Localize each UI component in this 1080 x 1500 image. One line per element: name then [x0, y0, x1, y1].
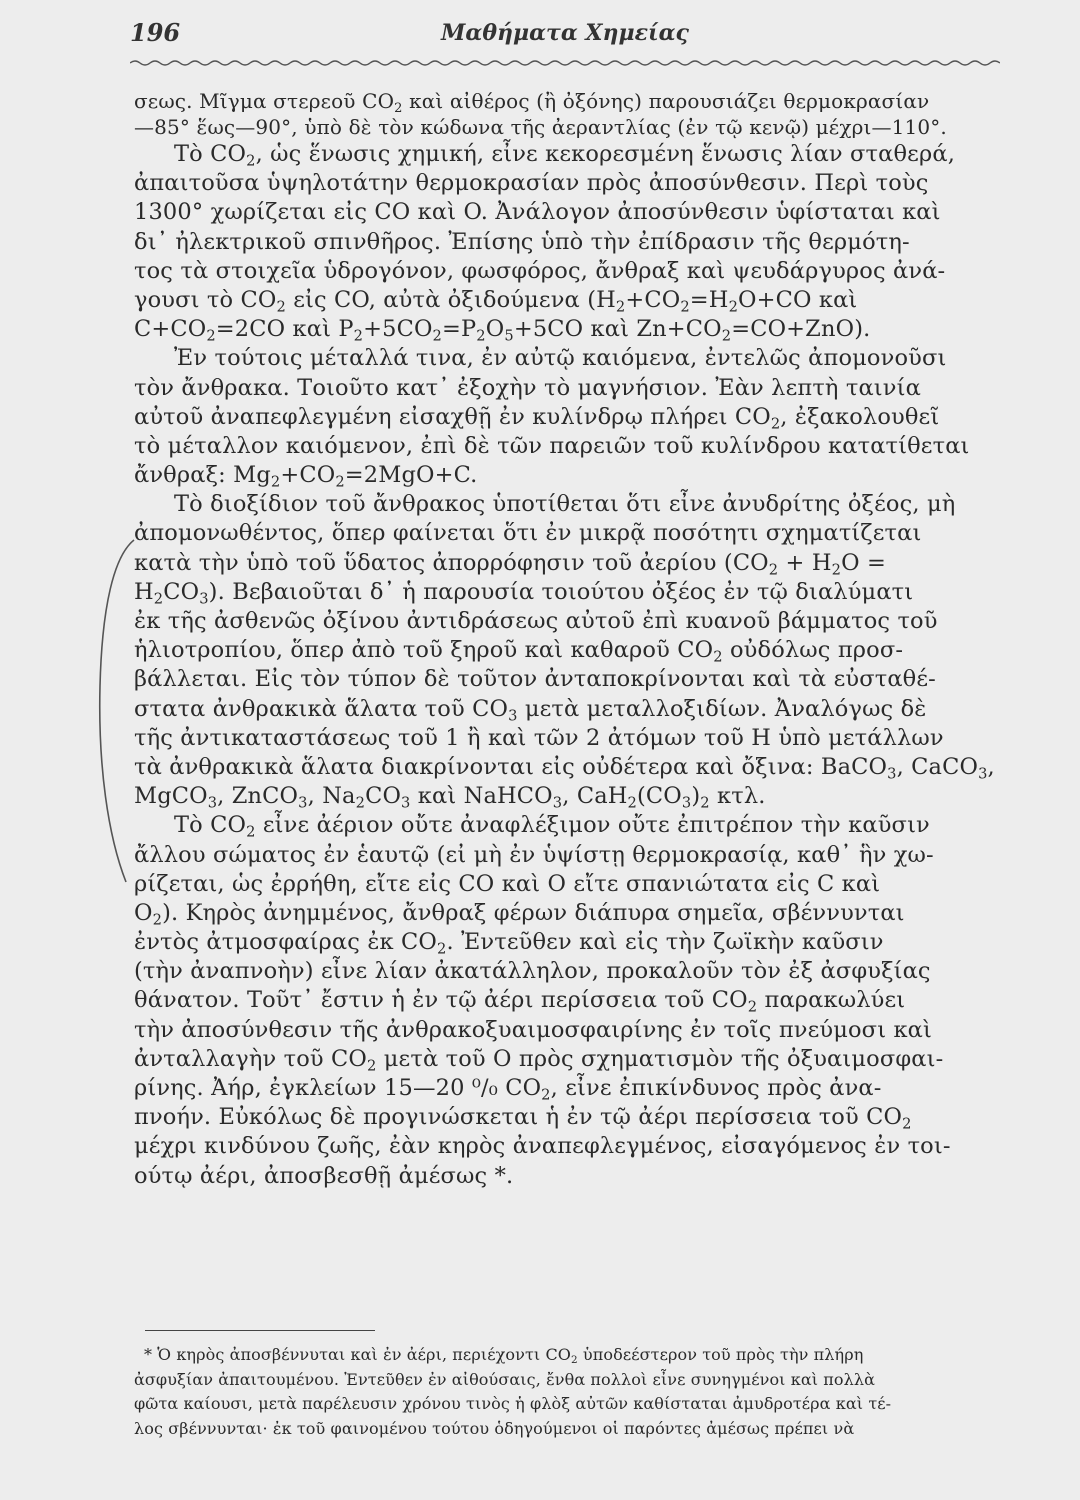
text-segment: μετὰ μεταλλοξιδίων. Ἀναλόγως δὲ: [517, 695, 927, 722]
body-line: [134, 753, 1014, 782]
text-segment: H: [134, 578, 154, 605]
subscript: 2: [747, 998, 758, 1016]
text-segment: +CO: [280, 462, 336, 489]
text-segment: =2MgO+C.: [344, 462, 478, 489]
subscript: 3: [552, 794, 563, 812]
body-line: [134, 228, 1014, 257]
body-line: [134, 1132, 1014, 1161]
text-segment: ἀνταλλαγὴν τοῦ CO: [134, 1045, 368, 1072]
footnotes: [134, 1343, 1014, 1441]
text-segment: , εἶνε ἐπικίνδυνος πρὸς ἀνα-: [550, 1075, 882, 1101]
subscript: 3: [887, 765, 897, 783]
subscript: 2: [680, 298, 690, 316]
text-segment: Ἐν τούτοις μέταλλά τινα, ἐν αὐτῷ καιόμενα, ἐντελῶς ἀπομονοῦσι: [174, 345, 947, 372]
subscript: 2: [770, 415, 781, 433]
text-segment: ). Κηρὸς ἀνημμένος, ἄνθραξ φέρων διάπυρα σημεῖα, σβέννυνται: [162, 899, 905, 926]
text-segment: ἐκ τῆς ἀσθενῶς ὀξίνου ἀντιδράσεως αὐτοῦ ἐπὶ κυανοῦ βάμματος τοῦ: [134, 608, 938, 634]
subscript: 2: [437, 940, 447, 958]
subscript: 2: [335, 473, 345, 491]
text-segment: +CO: [625, 286, 681, 313]
subscript: 2: [270, 473, 281, 491]
header-wavy-rule: [130, 58, 1000, 68]
text-segment: οὐδόλως προσ-: [722, 637, 904, 664]
body-line: [134, 607, 1014, 636]
text-segment: +5CO: [363, 316, 433, 343]
body-line: [134, 1016, 1014, 1045]
text-segment: O: [485, 316, 505, 343]
text-segment: τὸ μέταλλον καιόμενον, ἐπὶ δὲ τῶν παρειῶν τοῦ κυλίνδρου κατατίθεται: [134, 432, 970, 459]
body-line: [134, 665, 1014, 694]
body-line: [134, 1074, 1014, 1103]
text-segment: ἀσφυξίαν ἀπαιτουμένου. Ἐντεῦθεν ἐν αἰθούσαις, ἔνθα πολλοὶ εἶνε συνηγμένοι καὶ πολλὰ: [134, 1369, 876, 1389]
text-segment: =P: [442, 316, 477, 343]
text-segment: ,: [987, 753, 995, 780]
text-segment: + H: [778, 549, 832, 576]
text-segment: φῶτα καίουσι, μετὰ παρέλευσιν χρόνου τινὸς ἡ φλὸξ αὐτῶν καθίσταται ἀμυδροτέρα καὶ τέ-: [134, 1394, 892, 1413]
subscript: 2: [615, 298, 626, 316]
text-segment: , ZnCO: [217, 783, 299, 810]
text-segment: κατὰ τὴν ὑπὸ τοῦ ὕδατος ἀπορρόφησιν τοῦ ἀερίου (CO: [134, 549, 769, 576]
text-segment: (CO: [637, 783, 682, 810]
text-segment: Τὸ CO: [174, 812, 247, 839]
subscript: 2: [246, 152, 256, 170]
text-segment: παρακωλύει: [757, 987, 906, 1014]
text-segment: (τὴν ἀναπνοὴν) εἶνε λίαν ἀκατάλληλον, προκαλοῦν τὸν ἐξ ἀσφυξίας: [134, 958, 931, 985]
text-segment: O: [134, 899, 153, 926]
subscript: 2: [902, 1115, 912, 1133]
text-segment: ). Βεβαιοῦται δ᾽ ἡ παρουσία τοιούτου ὀξέος ἐν τῷ διαλύματι: [208, 578, 914, 605]
body-line: [134, 403, 1014, 432]
text-segment: C+CO: [134, 316, 207, 343]
text-segment: ἀπομονωθέντος, ὅπερ φαίνεται ὅτι ἐν μικρᾷ ποσότητι σχηματίζεται: [134, 520, 922, 547]
body-line: [134, 374, 1014, 403]
body-line: [134, 782, 1014, 811]
text-segment: MgCO: [134, 783, 208, 810]
subscript: 2: [367, 1057, 377, 1075]
text-segment: εἰς CO, αὐτὰ ὀξιδούμενα (H: [285, 286, 616, 313]
footnote-line: [134, 1368, 1014, 1393]
body-line: [134, 549, 1014, 578]
text-segment: τὴν ἀποσύνθεσιν τῆς ἀνθρακοξυαιμοσφαιρίνης ἐν τοῖς πνεύμοσι καὶ: [134, 1016, 932, 1043]
subscript: 2: [432, 327, 442, 345]
text-segment: τὰ ἀνθρακικὰ ἅλατα διακρίνονται εἰς οὐδέτερα καὶ ὄξινα: BaCO: [134, 753, 888, 780]
subscript: 3: [681, 794, 692, 812]
footnote-line: [134, 1417, 1014, 1442]
page-number: 196: [130, 18, 181, 47]
subscript: 3: [978, 765, 988, 783]
subscript: 3: [298, 794, 308, 812]
subscript: 2: [700, 794, 710, 812]
text-segment: βάλλεται. Εἰς τὸν τύπον δὲ τοῦτον ἀνταποκρίνονται καὶ τὰ εὐσταθέ-: [134, 666, 936, 693]
handwritten-margin-bracket: [96, 536, 136, 886]
subscript: 3: [199, 590, 209, 608]
footnote-line: [134, 1343, 1014, 1368]
text-segment: O+CO καὶ: [738, 286, 858, 313]
subscript: 2: [152, 911, 163, 929]
subscript: 2: [571, 1354, 578, 1367]
text-segment: πνοήν. Εὐκόλως δὲ προγινώσκεται ἡ ἐν τῷ ἀέρι περίσσεια τοῦ CO: [134, 1104, 903, 1131]
text-segment: ούτῳ ἀέρι, ἀποσβεσθῇ ἀμέσως *.: [134, 1162, 514, 1189]
text-segment: , Na: [307, 783, 356, 810]
text-segment: μετὰ τοῦ O πρὸς σχηματισμὸν τῆς ὀξυαιμοσφαι-: [376, 1045, 944, 1072]
body-text: [134, 88, 1014, 1191]
text-segment: =CO+ZnO).: [731, 316, 871, 343]
text-segment: ἀπαιτοῦσα ὑψηλοτάτην θερμοκρασίαν πρὸς ἀποσύνθεσιν. Περὶ τοὺς: [134, 170, 929, 197]
footnote-line: [134, 1392, 1014, 1417]
subscript: 2: [713, 648, 723, 666]
subscript: 5: [504, 327, 514, 345]
text-segment: ): [691, 783, 701, 810]
text-segment: αὐτοῦ ἀναπεφλεγμένη εἰσαχθῇ ἐν κυλίνδρῳ πλήρει CO: [134, 403, 771, 430]
subscript: 3: [207, 794, 218, 812]
text-segment: εἶνε ἀέριον οὔτε ἀναφλέξιμον οὔτε ἐπιτρέπον τὴν καῦσιν: [255, 812, 930, 839]
subscript: 2: [246, 823, 256, 841]
body-line: [134, 578, 1014, 607]
body-line: [134, 986, 1014, 1015]
text-segment: τος τὰ στοιχεῖα ὑδρογόνον, φωσφόρος, ἄνθραξ καὶ ψευδάργυρος ἀνά-: [134, 257, 946, 284]
text-segment: Τὸ διοξίδιον τοῦ ἄνθρακος ὑποτίθεται ὅτι εἶνε ἀνυδρίτης ὀξέος, μὴ: [174, 491, 956, 518]
text-segment: λος σβέννυνται· ἐκ τοῦ φαινομένου τούτου ὁδηγούμενοι οἱ παρόντες ἀμέσως πρέπει νὰ: [134, 1418, 855, 1438]
body-line: [134, 461, 1014, 490]
subscript: 2: [627, 794, 637, 812]
body-line: [134, 114, 1014, 140]
subscript: 2: [353, 327, 364, 345]
body-line: [134, 257, 1014, 286]
text-segment: σεως. Μῖγμα στερεοῦ CO: [134, 89, 395, 113]
running-title: Μαθήματα Χημείας: [441, 20, 689, 46]
subscript: 3: [401, 794, 411, 812]
text-segment: ρίζεται, ὡς ἐρρήθη, εἴτε εἰς CO καὶ O εἴτε σπανιώτατα εἰς C καὶ: [134, 870, 881, 897]
body-line: [134, 286, 1014, 315]
subscript: 2: [831, 561, 842, 578]
text-segment: —85° ἕως—90°, ὑπὸ δὲ τὸν κώδωνα τῆς ἀεραντλίας (ἐν τῷ κενῷ) μέχρι—110°.: [134, 115, 947, 139]
body-line: [134, 957, 1014, 986]
body-line: [134, 695, 1014, 724]
text-segment: =H: [689, 286, 729, 313]
body-line: [134, 724, 1014, 753]
text-segment: μέχρι κινδύνου ζωῆς, ἐὰν κηρὸς ἀναπεφλεγμένος, εἰσαγόμενος ἐν τοι-: [134, 1133, 951, 1160]
body-line: [134, 841, 1014, 870]
body-line: [134, 315, 1014, 344]
text-segment: CO: [365, 783, 402, 810]
subscript: 2: [153, 590, 164, 608]
body-line: [134, 169, 1014, 198]
text-segment: ἄνθραξ: Mg: [134, 462, 271, 489]
body-line: [134, 140, 1014, 169]
body-line: [134, 490, 1014, 519]
subscript: 2: [206, 327, 216, 345]
text-segment: CO: [163, 578, 200, 605]
text-segment: , CaH: [562, 783, 628, 810]
text-segment: ὑποδεέστερον τοῦ πρὸς τὴν πλήρη: [577, 1345, 864, 1364]
text-segment: ρίνης. Ἀήρ, ἐγκλείων 15—20 ⁰/₀ CO: [134, 1075, 542, 1101]
body-line: [134, 519, 1014, 548]
text-segment: καὶ NaHCO: [410, 783, 553, 810]
body-line: [134, 899, 1014, 928]
text-segment: κτλ.: [709, 783, 766, 810]
text-segment: . Ἐντεῦθεν καὶ εἰς τὴν ζωϊκὴν καῦσιν: [446, 929, 884, 956]
page-header: [130, 18, 1000, 58]
text-segment: O =: [841, 549, 886, 576]
body-line: [134, 344, 1014, 373]
text-segment: Τὸ CO: [174, 141, 247, 167]
subscript: 2: [476, 327, 486, 345]
subscript: 2: [768, 561, 779, 578]
body-line: [134, 1103, 1014, 1132]
text-segment: * Ὁ κηρὸς ἀποσβέννυται καὶ ἐν ἀέρι, περιέχοντι CO: [144, 1345, 572, 1364]
body-line: [134, 1162, 1014, 1191]
body-line: [134, 636, 1014, 665]
subscript: 2: [394, 100, 403, 116]
text-segment: ἄλλου σώματος ἐν ἑαυτῷ (εἰ μὴ ἐν ὑψίστῃ θερμοκρασίᾳ, καθ᾽ ἣν χω-: [134, 841, 934, 868]
text-segment: , CaCO: [896, 753, 979, 780]
text-segment: =2CO καὶ P: [215, 316, 354, 343]
text-segment: καὶ αἰθέρος (ἢ ὀξόνης) παρουσιάζει θερμοκρασίαν: [402, 89, 930, 113]
text-segment: τῆς ἀντικαταστάσεως τοῦ 1 ἢ καὶ τῶν 2 ἀτόμων τοῦ H ὑπὸ μετάλλων: [134, 724, 944, 751]
footnote-rule: [145, 1330, 375, 1331]
text-segment: γουσι τὸ CO: [134, 286, 277, 313]
body-line: [134, 870, 1014, 899]
body-line: [134, 198, 1014, 227]
body-line: [134, 88, 1014, 114]
subscript: 2: [541, 1086, 551, 1104]
body-line: [134, 432, 1014, 461]
subscript: 2: [721, 327, 732, 345]
text-segment: θάνατον. Τοῦτ᾽ ἔστιν ἡ ἐν τῷ ἀέρι περίσσεια τοῦ CO: [134, 987, 748, 1014]
text-segment: , ἐξακολουθεῖ: [780, 403, 940, 430]
body-line: [134, 811, 1014, 840]
subscript: 2: [276, 298, 286, 316]
body-line: [134, 1045, 1014, 1074]
text-segment: στατα ἀνθρακικὰ ἅλατα τοῦ CO: [134, 695, 509, 722]
subscript: 2: [355, 794, 366, 812]
text-segment: +5CO καὶ Zn+CO: [513, 316, 722, 343]
text-segment: , ὡς ἕνωσις χημική, εἶνε κεκορεσμένη ἕνωσις λίαν σταθερά,: [255, 141, 956, 167]
text-segment: 1300° χωρίζεται εἰς CO καὶ O. Ἀνάλογον ἀποσύνθεσιν ὑφίσταται καὶ: [134, 199, 941, 226]
subscript: 2: [728, 298, 739, 316]
text-segment: ἡλιοτροπίου, ὅπερ ἀπὸ τοῦ ξηροῦ καὶ καθαροῦ CO: [134, 637, 714, 664]
text-segment: δι᾽ ἠλεκτρικοῦ σπινθῆρος. Ἐπίσης ὑπὸ τὴν ἐπίδρασιν τῆς θερμότη-: [134, 228, 910, 255]
text-segment: τὸν ἄνθρακα. Τοιοῦτο κατ᾽ ἐξοχὴν τὸ μαγνήσιον. Ἐὰν λεπτὴ ταινία: [134, 374, 921, 401]
subscript: 3: [508, 706, 518, 724]
text-segment: ἐντὸς ἀτμοσφαίρας ἐκ CO: [134, 929, 438, 956]
body-line: [134, 928, 1014, 957]
